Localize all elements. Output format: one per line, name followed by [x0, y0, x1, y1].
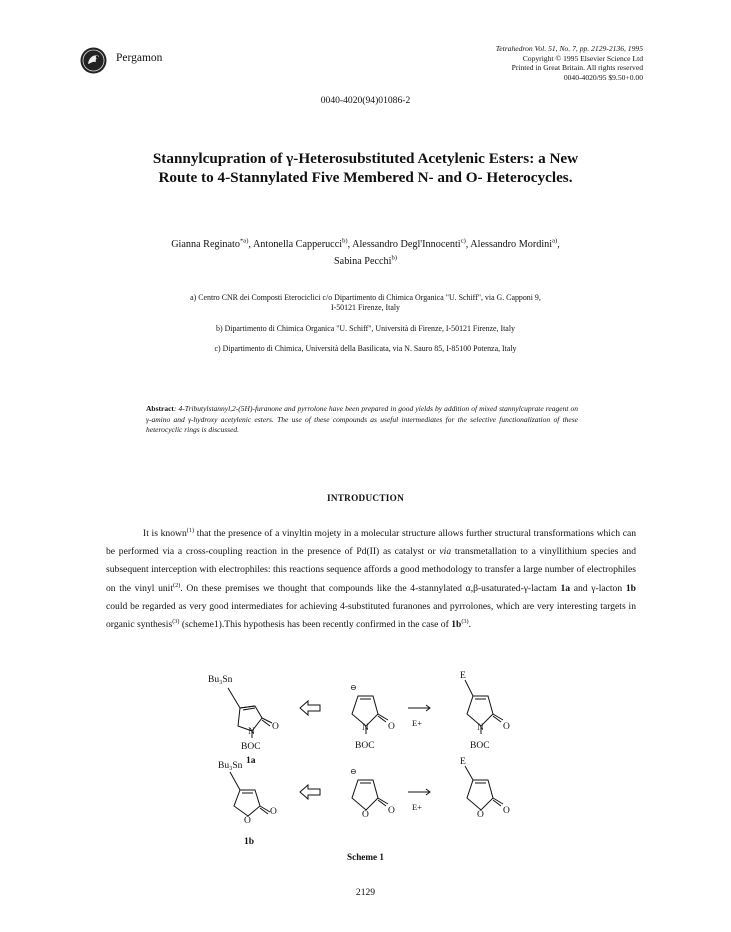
scheme-bu3sn-2: Bu₃Sn: [218, 761, 243, 771]
affiliations: [60, 293, 671, 365]
scheme-label-1a: 1a: [246, 756, 256, 766]
scheme-electrophile-2: E+: [412, 802, 422, 812]
title-line-1: Stannylcupration of γ-Heterosubstituted Acetylenic Esters: a New: [152, 150, 579, 167]
affiliation-b: b) Dipartimento di Chimica Organica "U. Schiff", Università di Firenze, I-50121 Firenze, Italy: [216, 323, 515, 333]
scheme-boc-1: BOC: [241, 742, 261, 752]
reference-mark: (3): [461, 617, 469, 625]
author-name: Sabina Pecchi: [334, 256, 392, 267]
journal-copyright: Copyright © 1995 Elsevier Science Ltd: [522, 53, 643, 63]
scheme-nitrogen-1: N: [248, 727, 255, 737]
scheme-ring-oxygen-3: O: [477, 810, 484, 820]
scheme-anion-2: ⊖: [350, 767, 357, 776]
compound-label: 1a: [560, 582, 571, 594]
scheme-anion-1: ⊖: [350, 683, 357, 692]
abstract: [146, 404, 578, 436]
scheme-electrophile-1: E+: [412, 718, 422, 728]
paper-title: [60, 149, 671, 187]
author-affiliation-mark: c): [460, 237, 466, 245]
section-heading-introduction: INTRODUCTION: [326, 493, 405, 503]
introduction-paragraph: It is known$^{(1)}$ that the presence of a vinyltin mojety in a molecular structure allows further structural transformations which can be performed via a cross-coupling reaction in the presence of Pd(II) as catalyst or via transmetallation to a vinyllithium species and subsequent interception with electrophiles: this reactions sequence affords a good methodology to transfer a large number of electrophiles on the vinyl unit$^{(2)}$. On these premises we thought that compounds like the 4-stannylated α,β-usaturated-γ-lactam 1a and γ-lacton 1b could be regarded as very good intermediates for achieving 4-substituted furanones and pyrrolones, which are very interesting targets in organic synthesis$^{(3)}$ (scheme1).This hypothesis has been recently confirmed in the case of $1b^{(3)}$.: [106, 526, 637, 631]
author-affiliation-mark: a): [552, 237, 558, 245]
author-affiliation-mark: b): [391, 254, 397, 262]
abstract-text: 4-Tributylstannyl,2-(5H)-furanone and pyrrolone have been prepared in good yields by addition of mixed stannylcuprate reagent on γ-amino and γ-hydroxy acetylenic esters. The use of these compounds as useful intermediates for the selective functionalization of these heterocyclic rings is discussed.: [146, 404, 578, 435]
scheme-oxygen-1: O: [272, 722, 279, 732]
scheme-oxygen-2: O: [388, 722, 395, 732]
scheme-boc-2: BOC: [355, 741, 375, 751]
scheme-label-1b: 1b: [244, 837, 255, 847]
scheme-e-1: E: [460, 671, 466, 681]
scheme-bu3sn-1: Bu₃Sn: [208, 675, 233, 685]
scheme-caption: Scheme 1: [347, 852, 384, 862]
scheme-ring-oxygen-2: O: [362, 810, 369, 820]
reaction-scheme: [200, 668, 530, 848]
author-separator: ,: [557, 239, 560, 250]
scheme-ring-oxygen-1: O: [244, 816, 251, 826]
publisher-name: Pergamon: [116, 52, 163, 64]
author-affiliation-mark: *a): [239, 237, 249, 245]
scheme-e-2: E: [460, 757, 466, 767]
journal-info: [393, 44, 643, 82]
compound-label: 1b: [451, 619, 462, 631]
reference-mark: (3): [172, 617, 180, 625]
title-line-2: Route to 4-Stannylated Five Membered N- and O- Heterocycles.: [158, 169, 573, 186]
abstract-separator: :: [173, 404, 179, 413]
pergamon-logo-icon: [80, 47, 107, 74]
affiliation-a-line-1: a) Centro CNR dei Composti Eterociclici c/o Dipartimento di Chimica Organica "U. Schiff", via G. Capponi 9,: [190, 293, 541, 302]
journal-citation: Tetrahedron Vol. 51, No. 7, pp. 2129-2136, 1995: [495, 44, 643, 53]
affiliation-c: c) Dipartimento di Chimica, Università della Basilicata, via N. Sauro 85, I-85100 Potenza, Italy: [214, 344, 517, 353]
scheme-oxygen-3: O: [503, 722, 510, 732]
compound-label: 1b: [625, 582, 636, 594]
affiliation-a-line-2: I-50121 Firenze, Italy: [330, 303, 401, 312]
author-name: , Alessandro Mordini: [465, 239, 553, 250]
page-number: 2129: [355, 887, 376, 898]
journal-price: 0040-4020/95 $9.50+0.00: [563, 72, 643, 82]
author-name: Gianna Reginato: [171, 239, 240, 250]
document-code: 0040-4020(94)01086-2: [320, 95, 411, 106]
author-list: [60, 236, 671, 270]
reference-mark: (1): [186, 526, 195, 534]
reference-mark: (2): [173, 581, 181, 589]
scheme-oxygen-6: O: [503, 806, 510, 816]
author-affiliation-mark: b): [342, 237, 348, 245]
author-name: , Antonella Capperucci: [248, 239, 343, 250]
scheme-oxygen-4: O: [270, 807, 277, 817]
journal-rights: Printed in Great Britain. All rights reserved: [511, 63, 643, 73]
scheme-nitrogen-3: N: [477, 723, 484, 733]
scheme-oxygen-5: O: [388, 806, 395, 816]
scheme-boc-3: BOC: [470, 741, 490, 751]
abstract-label: Abstract: [146, 404, 174, 413]
author-name: , Alessandro Degl'Innocenti: [347, 239, 461, 250]
scheme-nitrogen-2: N: [362, 723, 369, 733]
